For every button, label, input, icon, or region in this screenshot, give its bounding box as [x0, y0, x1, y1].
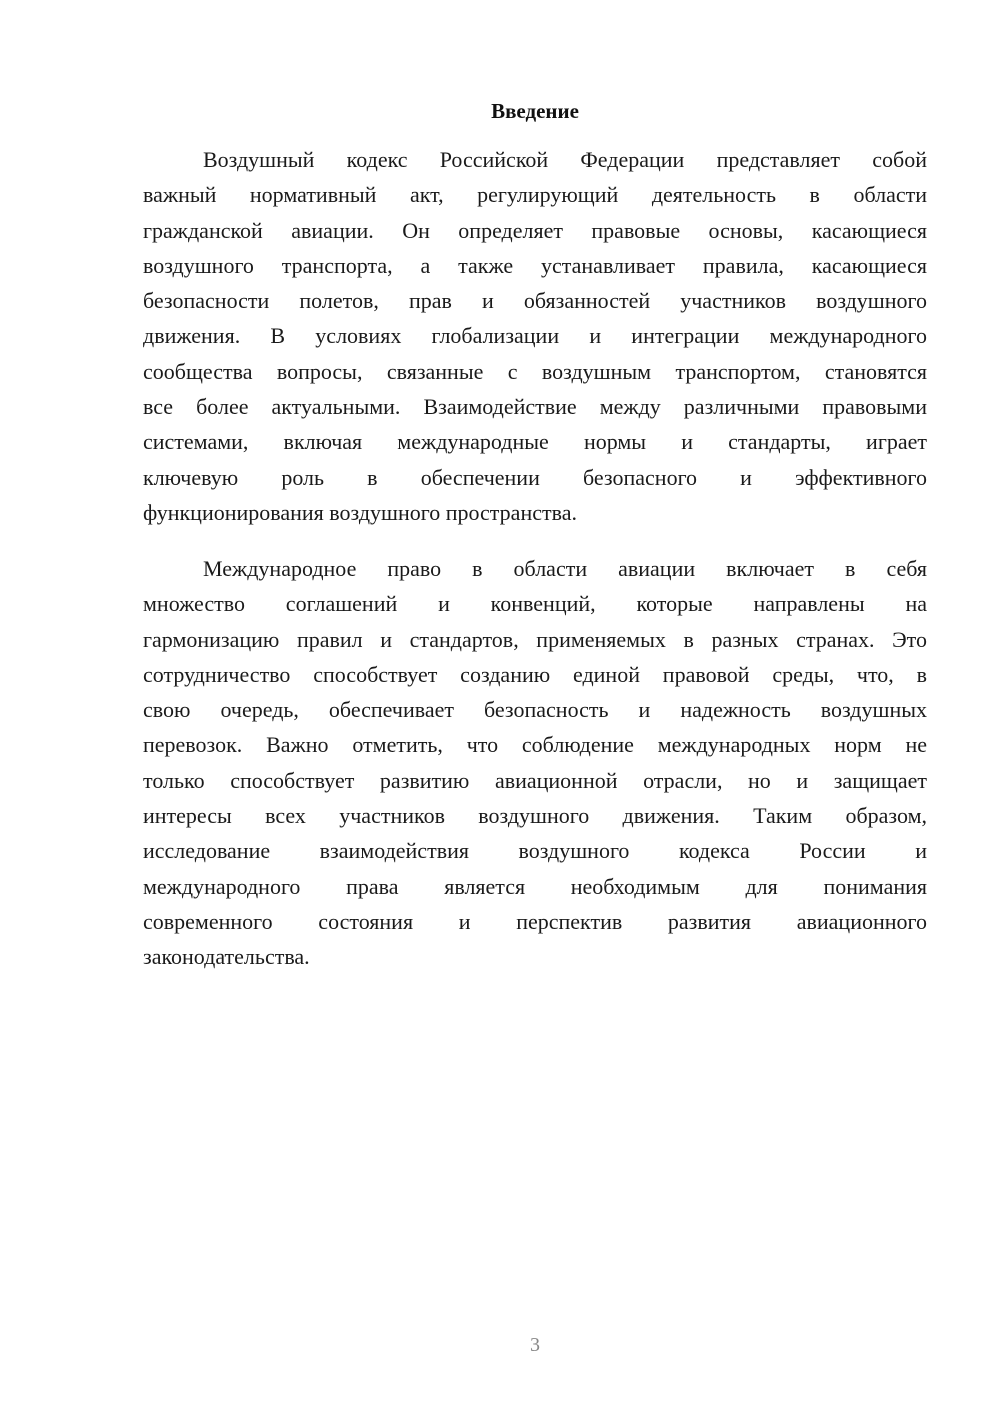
text-line: все более актуальными. Взаимодействие между различными правовыми: [143, 394, 927, 420]
page-title: Введение: [491, 99, 579, 123]
paragraph-1: [143, 142, 927, 530]
text-line: множество соглашений и конвенций, которые направлены на: [143, 591, 927, 617]
page-number: 3: [530, 1334, 540, 1356]
text-line: свою очередь, обеспечивает безопасность и надежность воздушных: [143, 697, 927, 723]
text-line: международного права является необходимым для понимания: [143, 873, 927, 899]
text-line: только способствует развитию авиационной отрасли, но и защищает: [143, 767, 927, 793]
text-line: движения. В условиях глобализации и интеграции международного: [143, 323, 927, 349]
text-line: современного состояния и перспектив развития авиационного: [143, 908, 927, 934]
text-line: функционирования воздушного пространства.: [143, 499, 577, 525]
text-line: воздушного транспорта, а также устанавливает правила, касающиеся: [143, 252, 927, 278]
text-line: гражданской авиации. Он определяет правовые основы, касающиеся: [143, 217, 927, 243]
text-line: Воздушный кодекс Российской Федерации представляет собой: [203, 147, 927, 172]
text-line: Международное право в области авиации включает в себя: [203, 556, 927, 581]
text-line: сотрудничество способствует созданию единой правовой среды, что, в: [143, 661, 927, 687]
text-line: гармонизацию правил и стандартов, применяемых в разных странах. Это: [143, 626, 927, 652]
text-line: системами, включая международные нормы и стандарты, играет: [143, 429, 927, 455]
text-line: интересы всех участников воздушного движения. Таким образом,: [143, 803, 927, 829]
text-line: ключевую роль в обеспечении безопасного и эффективного: [143, 464, 927, 490]
text-line: законодательства.: [143, 944, 310, 970]
text-line: перевозок. Важно отметить, что соблюдение международных норм не: [143, 732, 927, 758]
text-line: исследование взаимодействия воздушного кодекса России и: [143, 838, 927, 864]
paragraph-2: [143, 551, 927, 975]
text-line: сообщества вопросы, связанные с воздушным транспортом, становятся: [143, 358, 927, 384]
text-line: важный нормативный акт, регулирующий деятельность в области: [143, 182, 927, 208]
text-line: безопасности полетов, прав и обязанностей участников воздушного: [143, 288, 927, 314]
